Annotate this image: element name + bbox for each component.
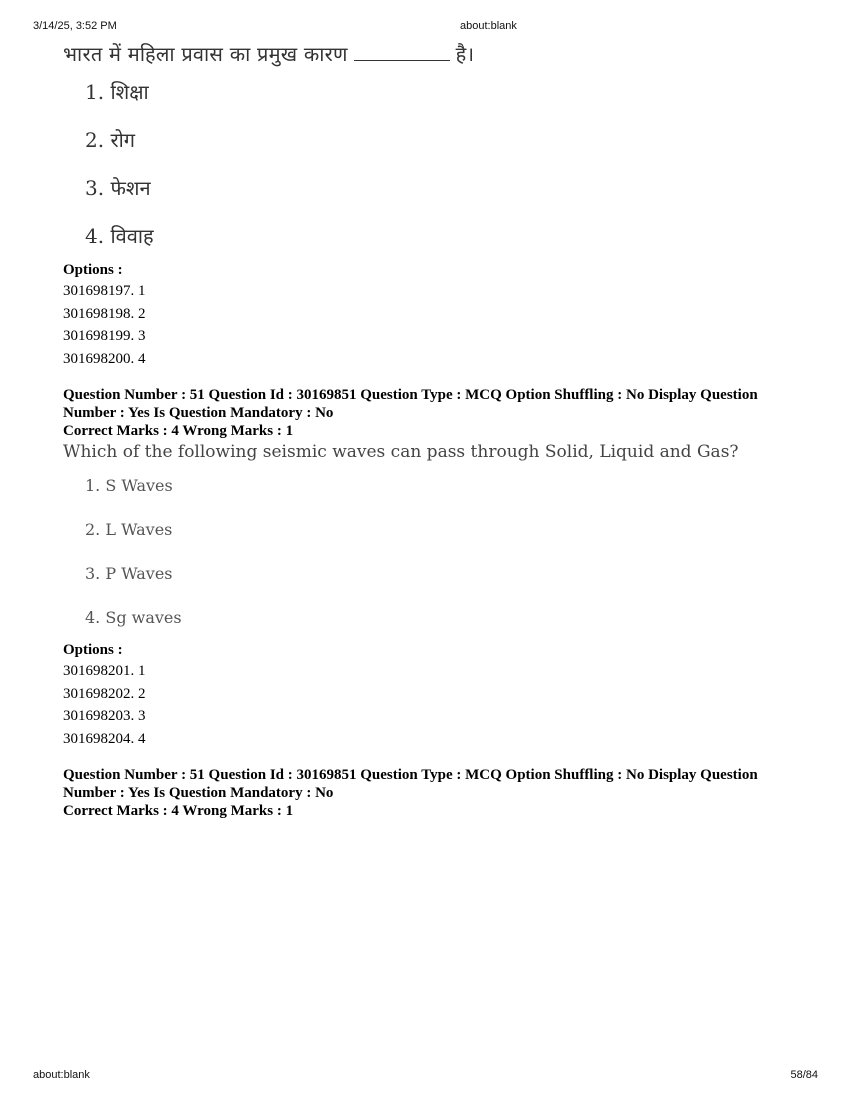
option-id: 301698203. 3 (63, 708, 146, 724)
option-id: 301698204. 4 (63, 730, 146, 747)
print-datetime: 3/14/25, 3:52 PM (33, 20, 117, 32)
question-meta-line2: Number : Yes Is Question Mandatory : No (63, 405, 334, 421)
option-id: 301698201. 1 (63, 663, 146, 679)
question-51-image (63, 440, 823, 640)
print-url: about:blank (460, 20, 517, 32)
option-id: 301698199. 3 (63, 328, 146, 344)
question-meta-line1: Question Number : 51 Question Id : 30169851 Question Type : MCQ Option Shuffling : No Display Question (63, 767, 758, 783)
choice-1: 1. S Waves (85, 476, 173, 495)
choice-2: 2. L Waves (85, 520, 173, 539)
question-marks: Correct Marks : 4 Wrong Marks : 1 (63, 423, 294, 439)
choice-4: 4. विवाह (85, 224, 154, 248)
option-id: 301698202. 2 (63, 685, 146, 702)
choice-3: 3. फेशन (85, 176, 151, 200)
page-number: 58/84 (790, 1069, 818, 1081)
question-meta-line2: Number : Yes Is Question Mandatory : No (63, 785, 334, 801)
footer-url: about:blank (33, 1069, 90, 1081)
choice-1: 1. शिक्षा (85, 80, 149, 104)
option-id: 301698198. 2 (63, 305, 146, 322)
question-meta (63, 766, 823, 820)
choice-4: 4. Sg waves (85, 608, 182, 627)
question-meta-line1: Question Number : 51 Question Id : 30169851 Question Type : MCQ Option Shuffling : No Display Question (63, 387, 758, 403)
question-text: Which of the following seismic waves can pass through Solid, Liquid and Gas? (63, 442, 739, 462)
question-50-image (63, 40, 823, 260)
question-meta (63, 386, 823, 440)
question-text (63, 40, 823, 68)
option-id: 301698197. 1 (63, 283, 146, 299)
options-label: Options : (63, 642, 123, 658)
choice-3: 3. P Waves (85, 564, 173, 583)
option-id: 301698200. 4 (63, 350, 146, 367)
choice-2: 2. रोग (85, 128, 136, 152)
question-marks: Correct Marks : 4 Wrong Marks : 1 (63, 803, 294, 819)
page-content (63, 40, 823, 820)
options-label: Options : (63, 262, 123, 278)
question-text-part1: भारत में महिला प्रवास का प्रमुख कारण (63, 42, 348, 66)
question-text-part2: है। (455, 42, 475, 66)
fill-blank (354, 44, 450, 61)
